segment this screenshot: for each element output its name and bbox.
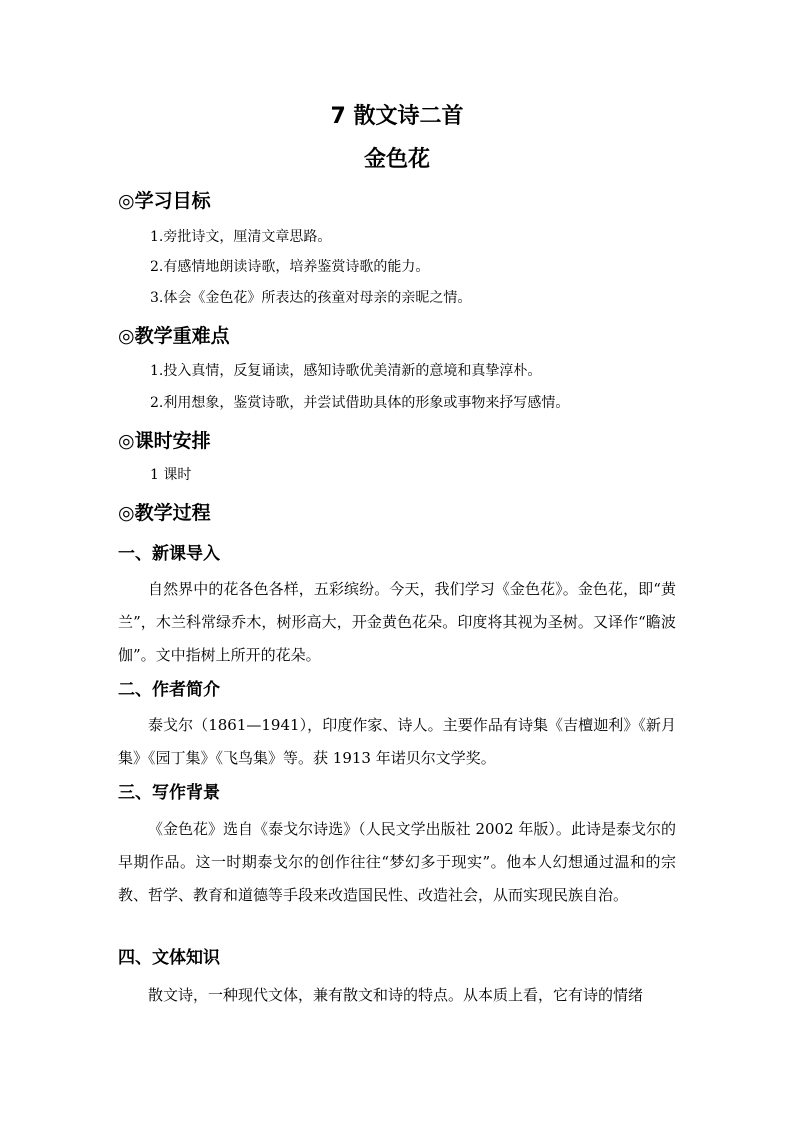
subheading-background: 三、写作背景 [118,783,220,803]
goal-item: 1.旁批诗文，厘清文章思路。 [150,229,332,245]
goal-item: 3.体会《金色花》所表达的孩童对母亲的亲昵之情。 [150,290,472,306]
paragraph-intro: 自然界中的花各色各样，五彩缤纷。今天，我们学习《金色花》。金色花，即“黄兰”，木兰科常绿乔木，树形高大，开金黄色花朵。印度将其视为圣树。又译作“瞻波伽”。文中指树上所开的花朵。 [118,580,676,664]
key-point-item: 2.利用想象，鉴赏诗歌，并尝试借助具体的形象或事物来抒写感情。 [150,395,570,411]
goal-item: 2.有感情地朗读诗歌，培养鉴赏诗歌的能力。 [150,259,430,275]
subheading-genre: 四、文体知识 [118,948,220,968]
heading-learning-goals: ◎学习目标 [118,190,211,212]
heading-teaching-process: ◎教学过程 [118,502,211,524]
heading-key-points: ◎教学重难点 [118,325,230,347]
paragraph-genre: 散文诗，一种现代文体，兼有散文和诗的特点。从本质上看，它有诗的情绪 [148,986,644,1004]
key-point-item: 1.投入真情，反复诵读，感知诗歌优美清新的意境和真挚淳朴。 [150,363,542,379]
subheading-intro: 一、新课导入 [118,544,220,564]
paragraph-author: 泰戈尔（1861—1941），印度作家、诗人。主要作品有诗集《吉檀迦利》《新月集》《园丁集》《飞鸟集》等。获 1913 年诺贝尔文学奖。 [118,716,676,767]
poem-title: 金色花 [363,147,430,172]
heading-schedule: ◎课时安排 [118,430,211,452]
paragraph-background: 《金色花》选自《泰戈尔诗选》（人民文学出版社 2002 年版）。此诗是泰戈尔的早期作品。这一时期泰戈尔的创作往往“梦幻多于现实”。他本人幻想通过温和的宗教、哲学、教育和道德等手段来改造国民性、改造社会，从而实现民族自治。 [118,820,676,904]
subheading-author: 二、作者简介 [118,680,220,700]
schedule-item: 1 课时 [150,467,192,483]
lesson-title: 7 散文诗二首 [330,104,464,129]
